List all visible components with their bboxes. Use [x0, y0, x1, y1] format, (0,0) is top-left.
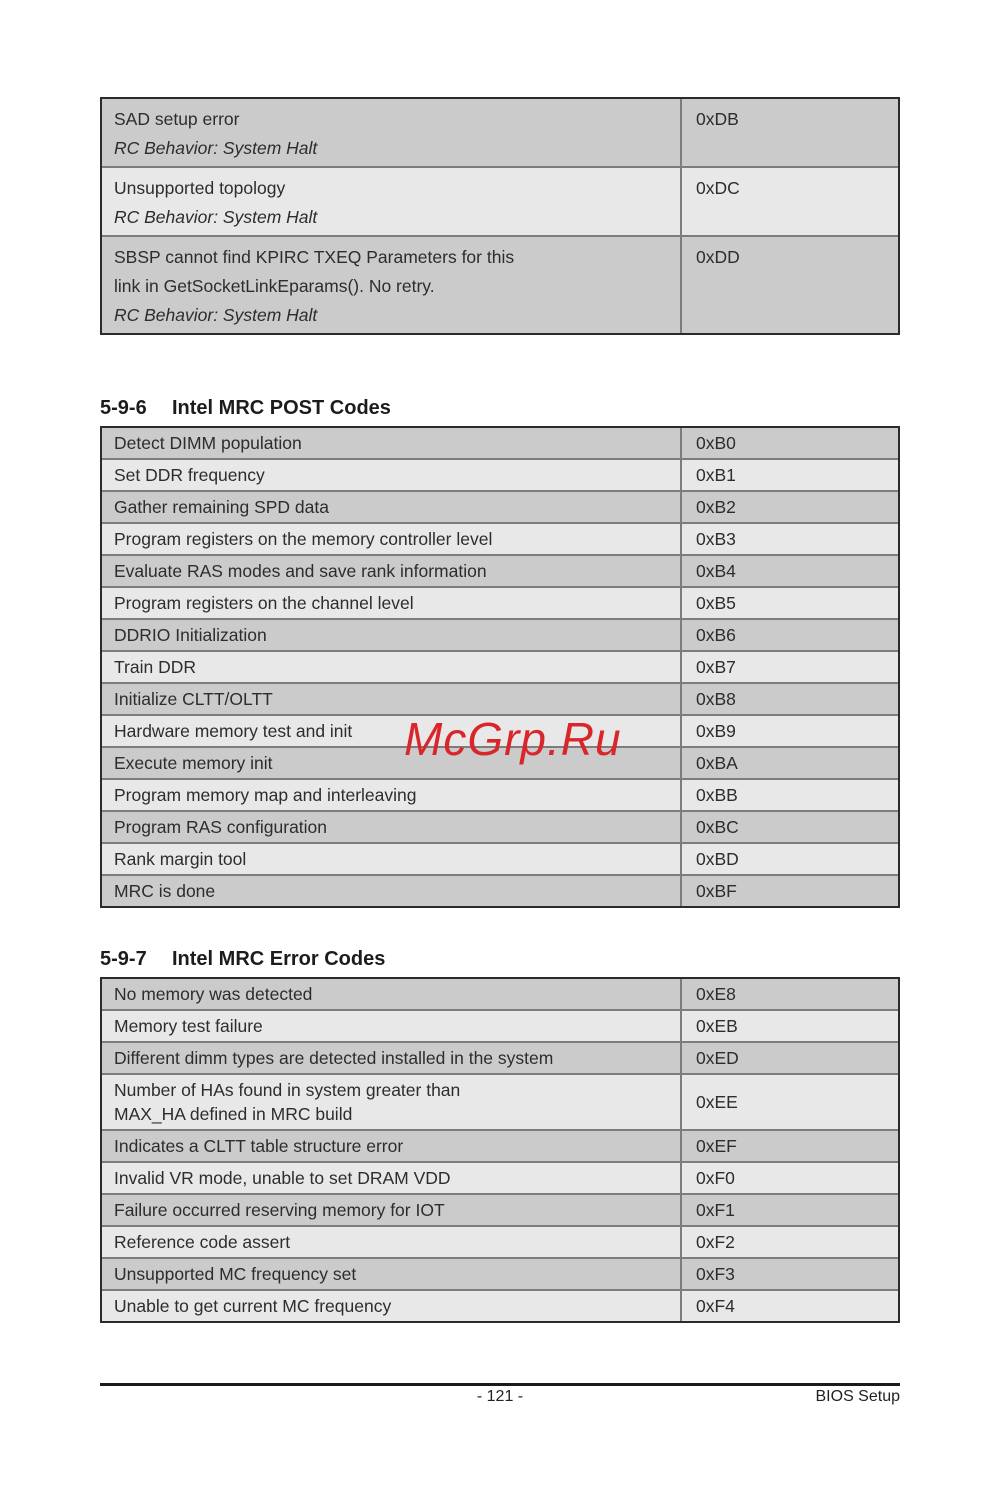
table-row [102, 618, 898, 650]
description-line: No memory was detected [114, 984, 313, 1004]
table-row [102, 778, 898, 810]
description-line: Indicates a CLTT table structure error [114, 1136, 404, 1156]
table-row [102, 682, 898, 714]
post-code-value: 0xEB [696, 1016, 738, 1036]
table-row [102, 650, 898, 682]
description-line: Unsupported topology [114, 178, 286, 198]
table-row [102, 842, 898, 874]
post-code-value: 0xB1 [696, 465, 736, 485]
description-line: Unable to get current MC frequency [114, 1296, 392, 1316]
table-row [102, 490, 898, 522]
post-code-value: 0xF3 [696, 1264, 735, 1284]
table-row [102, 1225, 898, 1257]
description-line: Program registers on the channel level [114, 593, 414, 613]
post-code-value: 0xDB [696, 109, 739, 129]
table-row [102, 554, 898, 586]
code-cell [682, 1131, 898, 1161]
table-row [102, 522, 898, 554]
description-line: MRC is done [114, 881, 216, 901]
description-line: Rank margin tool [114, 849, 247, 869]
description-cell [102, 844, 682, 874]
description-line: Memory test failure [114, 1016, 263, 1036]
code-cell [682, 237, 898, 333]
table-row [102, 166, 898, 235]
post-code-value: 0xF4 [696, 1296, 735, 1316]
rc-behavior-note: RC Behavior: System Halt [114, 207, 318, 227]
code-cell [682, 716, 898, 746]
description-line: Train DDR [114, 657, 196, 677]
table-row [102, 235, 898, 333]
code-cell [682, 780, 898, 810]
code-cell [682, 1011, 898, 1041]
description-line: Initialize CLTT/OLTT [114, 689, 273, 709]
post-code-value: 0xBB [696, 785, 738, 805]
intel-mrc-post-codes-table [100, 426, 900, 908]
description-line: Reference code assert [114, 1232, 291, 1252]
table-row [102, 874, 898, 906]
description-cell [102, 1043, 682, 1073]
description-line: Program memory map and interleaving [114, 785, 417, 805]
description-line: SBSP cannot find KPIRC TXEQ Parameters for this [114, 247, 515, 267]
rc-error-codes-table-continued [100, 97, 900, 335]
description-line: Execute memory init [114, 753, 273, 773]
code-cell [682, 979, 898, 1009]
post-code-value: 0xB5 [696, 593, 736, 613]
code-cell [682, 748, 898, 778]
description-cell [102, 620, 682, 650]
code-cell [682, 460, 898, 490]
description-cell [102, 237, 682, 333]
section-heading-mrc-error-codes [100, 948, 900, 970]
post-code-value: 0xF2 [696, 1232, 735, 1252]
table-row [102, 1129, 898, 1161]
description-line: SAD setup error [114, 109, 240, 129]
description-line: Unsupported MC frequency set [114, 1264, 357, 1284]
description-cell [102, 1131, 682, 1161]
intel-mrc-error-codes-table [100, 977, 900, 1323]
description-line: Evaluate RAS modes and save rank information [114, 561, 487, 581]
description-cell [102, 1195, 682, 1225]
rc-behavior-note: RC Behavior: System Halt [114, 138, 318, 158]
code-cell [682, 588, 898, 618]
description-cell [102, 684, 682, 714]
description-cell [102, 99, 682, 166]
table-row [102, 1289, 898, 1321]
code-cell [682, 1163, 898, 1193]
page-footer [100, 1383, 900, 1410]
code-cell [682, 556, 898, 586]
section-title: Intel MRC POST Codes [172, 397, 391, 419]
code-cell [682, 620, 898, 650]
table-row [102, 99, 898, 166]
description-line: DDRIO Initialization [114, 625, 267, 645]
section-heading-mrc-post-codes [100, 397, 900, 419]
description-cell [102, 492, 682, 522]
post-code-value: 0xF0 [696, 1168, 735, 1188]
table-row [102, 458, 898, 490]
description-cell [102, 1291, 682, 1321]
table-row [102, 1257, 898, 1289]
table-row [102, 810, 898, 842]
post-code-value: 0xB6 [696, 625, 736, 645]
description-cell [102, 1075, 682, 1129]
post-code-value: 0xDC [696, 178, 740, 198]
description-cell [102, 460, 682, 490]
post-code-value: 0xB3 [696, 529, 736, 549]
description-cell [102, 876, 682, 906]
code-cell [682, 652, 898, 682]
code-cell [682, 1259, 898, 1289]
post-code-value: 0xB2 [696, 497, 736, 517]
description-cell [102, 780, 682, 810]
code-cell [682, 1075, 898, 1129]
code-cell [682, 876, 898, 906]
post-code-value: 0xBD [696, 849, 739, 869]
description-line: Program registers on the memory controller level [114, 529, 493, 549]
footer-text [100, 1388, 900, 1410]
table-row [102, 586, 898, 618]
description-cell [102, 588, 682, 618]
post-code-value: 0xBC [696, 817, 739, 837]
post-code-value: 0xB8 [696, 689, 736, 709]
description-cell [102, 428, 682, 458]
mcgrp-ru-watermark: McGrp.Ru [404, 713, 622, 765]
rc-behavior-note: RC Behavior: System Halt [114, 305, 318, 325]
code-cell [682, 1195, 898, 1225]
description-line: Number of HAs found in system greater than [114, 1080, 461, 1100]
table-row [102, 1193, 898, 1225]
description-cell [102, 556, 682, 586]
description-line: Gather remaining SPD data [114, 497, 329, 517]
description-cell [102, 1163, 682, 1193]
description-cell [102, 812, 682, 842]
post-code-value: 0xB0 [696, 433, 736, 453]
code-cell [682, 1291, 898, 1321]
code-cell [682, 168, 898, 235]
post-code-value: 0xF1 [696, 1200, 735, 1220]
description-cell [102, 1011, 682, 1041]
code-cell [682, 428, 898, 458]
description-line: Hardware memory test and init [114, 721, 353, 741]
post-code-value: 0xBF [696, 881, 737, 901]
description-line: MAX_HA defined in MRC build [114, 1104, 353, 1124]
description-line: Failure occurred reserving memory for IOT [114, 1200, 445, 1220]
table-row [102, 1009, 898, 1041]
code-cell [682, 684, 898, 714]
table-row [102, 1041, 898, 1073]
page-content [100, 0, 900, 1323]
description-line: link in GetSocketLinkEparams(). No retry. [114, 276, 435, 296]
description-line: Program RAS configuration [114, 817, 328, 837]
description-line: Set DDR frequency [114, 465, 265, 485]
post-code-value: 0xB7 [696, 657, 736, 677]
code-cell [682, 1043, 898, 1073]
section-number: 5-9-6 [100, 397, 147, 419]
description-line: Invalid VR mode, unable to set DRAM VDD [114, 1168, 451, 1188]
post-code-value: 0xE8 [696, 984, 736, 1004]
post-code-value: 0xED [696, 1048, 739, 1068]
table-row [102, 979, 898, 1009]
page-number: - 121 - [476, 1388, 524, 1405]
description-cell [102, 652, 682, 682]
description-cell [102, 1259, 682, 1289]
post-code-value: 0xB4 [696, 561, 736, 581]
post-code-value: 0xEE [696, 1092, 738, 1112]
section-number: 5-9-7 [100, 948, 147, 970]
code-cell [682, 812, 898, 842]
description-cell [102, 168, 682, 235]
description-cell [102, 1227, 682, 1257]
post-code-value: 0xBA [696, 753, 738, 773]
code-cell [682, 492, 898, 522]
footer-rule [100, 1383, 900, 1386]
footer-section-label: BIOS Setup [815, 1388, 900, 1405]
code-cell [682, 1227, 898, 1257]
post-code-value: 0xEF [696, 1136, 737, 1156]
post-code-value: 0xDD [696, 247, 740, 267]
description-line: Detect DIMM population [114, 433, 302, 453]
table-row [102, 1161, 898, 1193]
code-cell [682, 524, 898, 554]
section-title: Intel MRC Error Codes [172, 948, 386, 970]
description-cell [102, 524, 682, 554]
post-code-value: 0xB9 [696, 721, 736, 741]
description-cell [102, 979, 682, 1009]
description-line: Different dimm types are detected installed in the system [114, 1048, 554, 1068]
code-cell [682, 844, 898, 874]
table-row [102, 428, 898, 458]
code-cell [682, 99, 898, 166]
table-row [102, 1073, 898, 1129]
